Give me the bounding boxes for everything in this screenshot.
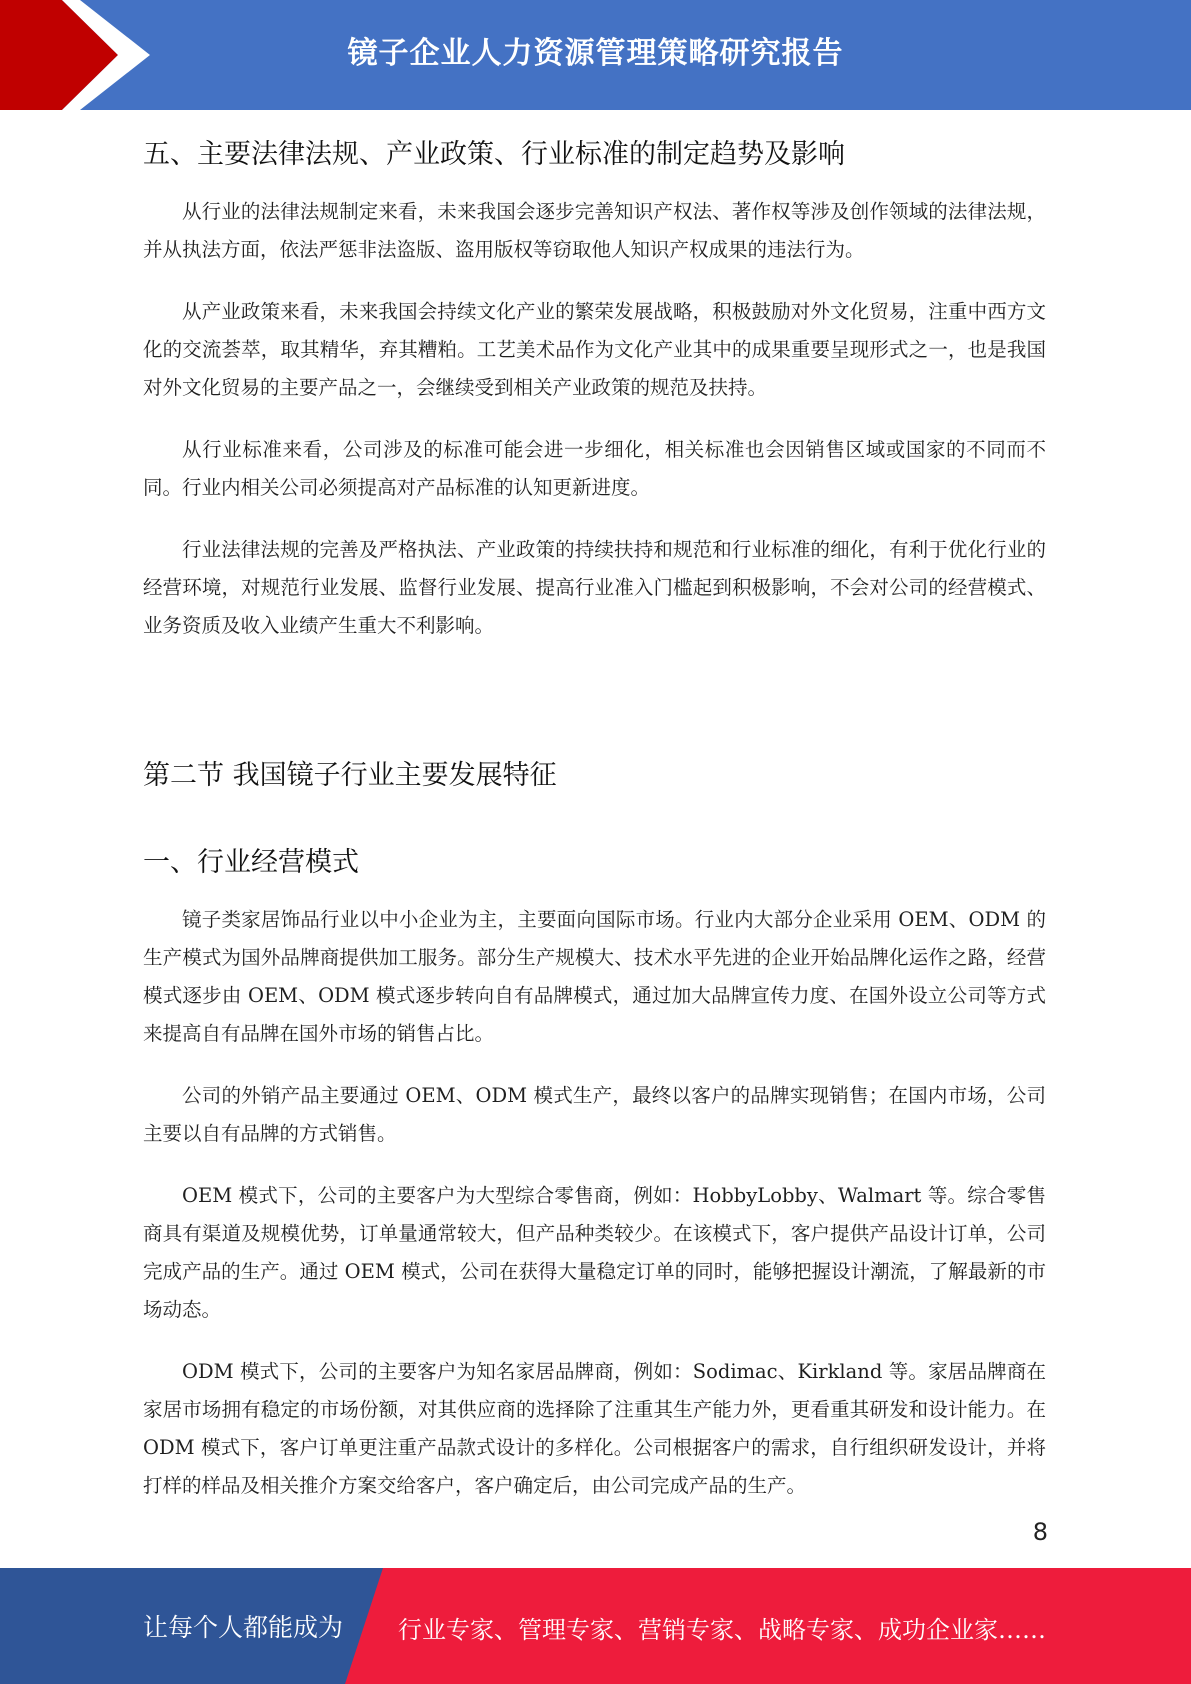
chapter-heading: 第二节 我国镜子行业主要发展特征	[143, 760, 557, 791]
paragraph: 从产业政策来看，未来我国会持续文化产业的繁荣发展战略，积极鼓励对外文化贸易，注重中西方文化的交流荟萃，取其精华，弃其糟粕。工艺美术品作为文化产业其中的成果重要呈现形式之一，也是我国对外文化贸易的主要产品之一，会继续受到相关产业政策的规范及扶持。	[143, 300, 1046, 399]
footer-slogan-left: 让每个人都能成为	[143, 1613, 344, 1642]
section-heading-business-model: 一、行业经营模式	[143, 847, 359, 878]
header-banner	[0, 0, 1191, 110]
section-heading-regulations: 五、主要法律法规、产业政策、行业标准的制定趋势及影响	[143, 139, 845, 170]
paragraph: 从行业标准来看，公司涉及的标准可能会进一步细化，相关标准也会因销售区域或国家的不同而不同。行业内相关公司必须提高对产品标准的认知更新进度。	[143, 438, 1046, 499]
paragraph: 镜子类家居饰品行业以中小企业为主，主要面向国际市场。行业内大部分企业采用 OEM、ODM 的生产模式为国外品牌商提供加工服务。部分生产规模大、技术水平先进的企业开始品牌化运作之路，经营模式逐步由 OEM、ODM 模式逐步转向自有品牌模式，通过加大品牌宣传力度、在国外设立公司等方式来提高自有品牌在国外市场的销售占比。	[143, 908, 1046, 1045]
footer-slogan-right: 行业专家、管理专家、营销专家、战略专家、成功企业家……	[398, 1616, 1046, 1644]
paragraph: 公司的外销产品主要通过 OEM、ODM 模式生产，最终以客户的品牌实现销售；在国内市场，公司主要以自有品牌的方式销售。	[143, 1084, 1046, 1145]
main-content	[143, 120, 1046, 1505]
paragraph: OEM 模式下，公司的主要客户为大型综合零售商，例如：HobbyLobby、Walmart 等。综合零售商具有渠道及规模优势，订单量通常较大，但产品种类较少。在该模式下，客户提供产品设计订单，公司完成产品的生产。通过 OEM 模式，公司在获得大量稳定订单的同时，能够把握设计潮流，了解最新的市场动态。	[143, 1184, 1046, 1321]
document-title: 镜子企业人力资源管理策略研究报告	[347, 36, 844, 71]
paragraph: 从行业的法律法规制定来看，未来我国会逐步完善知识产权法、著作权等涉及创作领域的法律法规，并从执法方面，依法严惩非法盗版、盗用版权等窃取他人知识产权成果的违法行为。	[143, 200, 1046, 261]
page-number: 8	[1032, 1518, 1048, 1546]
paragraph: 行业法律法规的完善及严格执法、产业政策的持续扶持和规范和行业标准的细化，有利于优化行业的经营环境，对规范行业发展、监督行业发展、提高行业准入门槛起到积极影响，不会对公司的经营模式、业务资质及收入业绩产生重大不利影响。	[143, 538, 1046, 637]
footer-banner	[0, 1568, 1191, 1684]
paragraph: ODM 模式下，公司的主要客户为知名家居品牌商，例如：Sodimac、Kirkland 等。家居品牌商在家居市场拥有稳定的市场份额，对其供应商的选择除了注重其生产能力外，更看重其研发和设计能力。在 ODM 模式下，客户订单更注重产品款式设计的多样化。公司根据客户的需求，自行组织研发设计，并将打样的样品及相关推介方案交给客户，客户确定后，由公司完成产品的生产。	[143, 1360, 1046, 1497]
